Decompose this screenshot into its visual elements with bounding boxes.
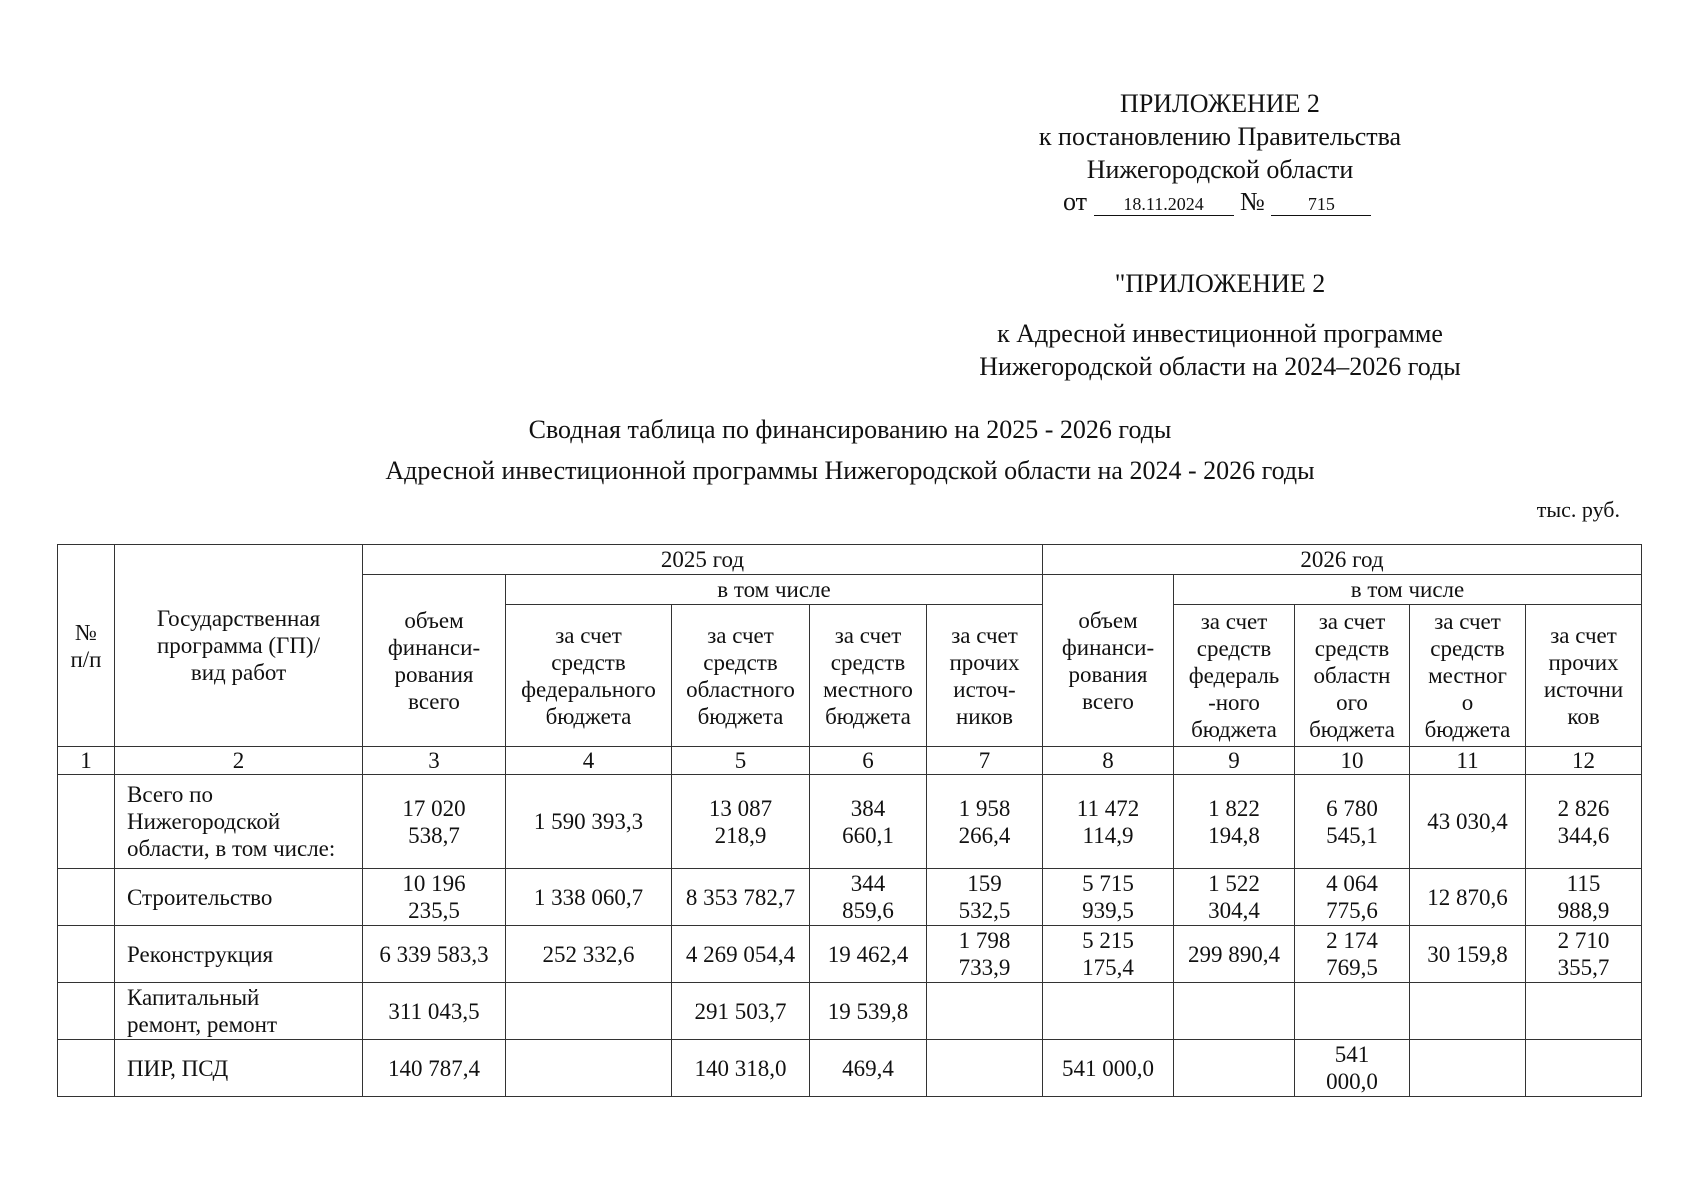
value-cell	[1410, 1040, 1526, 1097]
financing-table	[57, 544, 1642, 1097]
row-num	[58, 983, 115, 1040]
local-2025-header: за счет средств местного бюджета	[810, 605, 927, 747]
regional-2026-header: за счет средств областн ого бюджета	[1295, 605, 1410, 747]
appendix-title: ПРИЛОЖЕНИЕ 2	[1120, 89, 1320, 118]
value-cell: 384 660,1	[810, 775, 927, 869]
col-number: 12	[1526, 747, 1642, 775]
value-cell	[1410, 983, 1526, 1040]
regional-2025-header: за счет средств областного бюджета	[672, 605, 810, 747]
value-cell: 5 215 175,4	[1043, 926, 1174, 983]
value-cell: 140 318,0	[672, 1040, 810, 1097]
decree-number: 715	[1271, 187, 1371, 216]
decree-line: к постановлению Правительства	[1038, 122, 1402, 151]
row-name: Капитальный ремонт, ремонт	[115, 983, 363, 1040]
row-name: ПИР, ПСД	[115, 1040, 363, 1097]
appendix2-line1: к Адресной инвестиционной программе	[997, 319, 1443, 348]
col-number: 3	[363, 747, 506, 775]
col-number: 7	[927, 747, 1043, 775]
value-cell: 469,4	[810, 1040, 927, 1097]
col-number: 9	[1174, 747, 1295, 775]
appendix2-title: "ПРИЛОЖЕНИЕ 2	[1114, 269, 1326, 298]
value-cell: 291 503,7	[672, 983, 810, 1040]
col-number: 2	[115, 747, 363, 775]
col-number: 11	[1410, 747, 1526, 775]
value-cell: 30 159,8	[1410, 926, 1526, 983]
col-number: 1	[58, 747, 115, 775]
value-cell: 1 798 733,9	[927, 926, 1043, 983]
value-cell: 344 859,6	[810, 869, 927, 926]
value-cell: 11 472 114,9	[1043, 775, 1174, 869]
table-row-design	[58, 1040, 1642, 1097]
value-cell: 2 174 769,5	[1295, 926, 1410, 983]
row-name: Всего по Нижегородской области, в том числе:	[115, 775, 363, 869]
local-2026-header: за счет средств местног о бюджета	[1410, 605, 1526, 747]
value-cell	[1174, 1040, 1295, 1097]
row-num	[58, 775, 115, 869]
value-cell	[506, 983, 672, 1040]
col-program-header: Государственная программа (ГП)/ вид работ	[115, 545, 363, 747]
doc-title-line1: Сводная таблица по финансированию на 2025 - 2026 годы	[528, 415, 1172, 444]
col-num-header: № п/п	[58, 545, 115, 747]
value-cell: 10 196 235,5	[363, 869, 506, 926]
value-cell: 140 787,4	[363, 1040, 506, 1097]
total-2025-header: объем финанси- рования всего	[363, 575, 506, 747]
value-cell: 252 332,6	[506, 926, 672, 983]
row-num	[58, 869, 115, 926]
value-cell	[1295, 983, 1410, 1040]
units-label: тыс. руб.	[1536, 497, 1620, 522]
total-2026-header: объем финанси- рования всего	[1043, 575, 1174, 747]
col-number: 6	[810, 747, 927, 775]
value-cell: 13 087 218,9	[672, 775, 810, 869]
value-cell: 1 522 304,4	[1174, 869, 1295, 926]
value-cell: 115 988,9	[1526, 869, 1642, 926]
value-cell: 1 822 194,8	[1174, 775, 1295, 869]
incl-2025-header: в том числе	[506, 575, 1043, 605]
value-cell: 2 710 355,7	[1526, 926, 1642, 983]
value-cell: 159 532,5	[927, 869, 1043, 926]
value-cell	[1526, 1040, 1642, 1097]
year-2026-header: 2026 год	[1043, 545, 1642, 575]
federal-2025-header: за счет средств федерального бюджета	[506, 605, 672, 747]
table-row-reconstruction	[58, 926, 1642, 983]
year-2025-header: 2025 год	[363, 545, 1043, 575]
federal-2026-header: за счет средств федераль -ного бюджета	[1174, 605, 1295, 747]
value-cell	[1174, 983, 1295, 1040]
table-row-total	[58, 775, 1642, 869]
appendix2-line2: Нижегородской области на 2024–2026 годы	[979, 352, 1461, 381]
decree-date: 18.11.2024	[1094, 187, 1234, 216]
value-cell: 4 269 054,4	[672, 926, 810, 983]
table-row-capital-repair	[58, 983, 1642, 1040]
value-cell	[1043, 983, 1174, 1040]
value-cell: 17 020 538,7	[363, 775, 506, 869]
col-number: 5	[672, 747, 810, 775]
value-cell: 12 870,6	[1410, 869, 1526, 926]
value-cell: 6 780 545,1	[1295, 775, 1410, 869]
row-num	[58, 1040, 115, 1097]
other-2026-header: за счет прочих источни ков	[1526, 605, 1642, 747]
column-number-row	[58, 747, 1642, 775]
value-cell	[506, 1040, 672, 1097]
value-cell: 19 539,8	[810, 983, 927, 1040]
value-cell: 6 339 583,3	[363, 926, 506, 983]
value-cell: 1 958 266,4	[927, 775, 1043, 869]
date-number-line: от 18.11.2024 № 715	[1063, 186, 1371, 218]
value-cell: 19 462,4	[810, 926, 927, 983]
other-2025-header: за счет прочих источ- ников	[927, 605, 1043, 747]
value-cell	[1526, 983, 1642, 1040]
table-row-construction	[58, 869, 1642, 926]
value-cell	[927, 983, 1043, 1040]
value-cell: 541 000,0	[1295, 1040, 1410, 1097]
row-num	[58, 926, 115, 983]
value-cell: 8 353 782,7	[672, 869, 810, 926]
row-name: Реконструкция	[115, 926, 363, 983]
col-number: 4	[506, 747, 672, 775]
col-number: 8	[1043, 747, 1174, 775]
doc-title-line2: Адресной инвестиционной программы Нижегородской области на 2024 - 2026 годы	[385, 456, 1315, 485]
value-cell: 2 826 344,6	[1526, 775, 1642, 869]
col-number: 10	[1295, 747, 1410, 775]
value-cell: 5 715 939,5	[1043, 869, 1174, 926]
value-cell: 541 000,0	[1043, 1040, 1174, 1097]
header-row-years	[58, 545, 1642, 575]
value-cell: 4 064 775,6	[1295, 869, 1410, 926]
value-cell: 1 338 060,7	[506, 869, 672, 926]
region-line: Нижегородской области	[1086, 155, 1354, 184]
row-name: Строительство	[115, 869, 363, 926]
value-cell	[927, 1040, 1043, 1097]
value-cell: 1 590 393,3	[506, 775, 672, 869]
value-cell: 311 043,5	[363, 983, 506, 1040]
incl-2026-header: в том числе	[1174, 575, 1642, 605]
value-cell: 299 890,4	[1174, 926, 1295, 983]
value-cell: 43 030,4	[1410, 775, 1526, 869]
